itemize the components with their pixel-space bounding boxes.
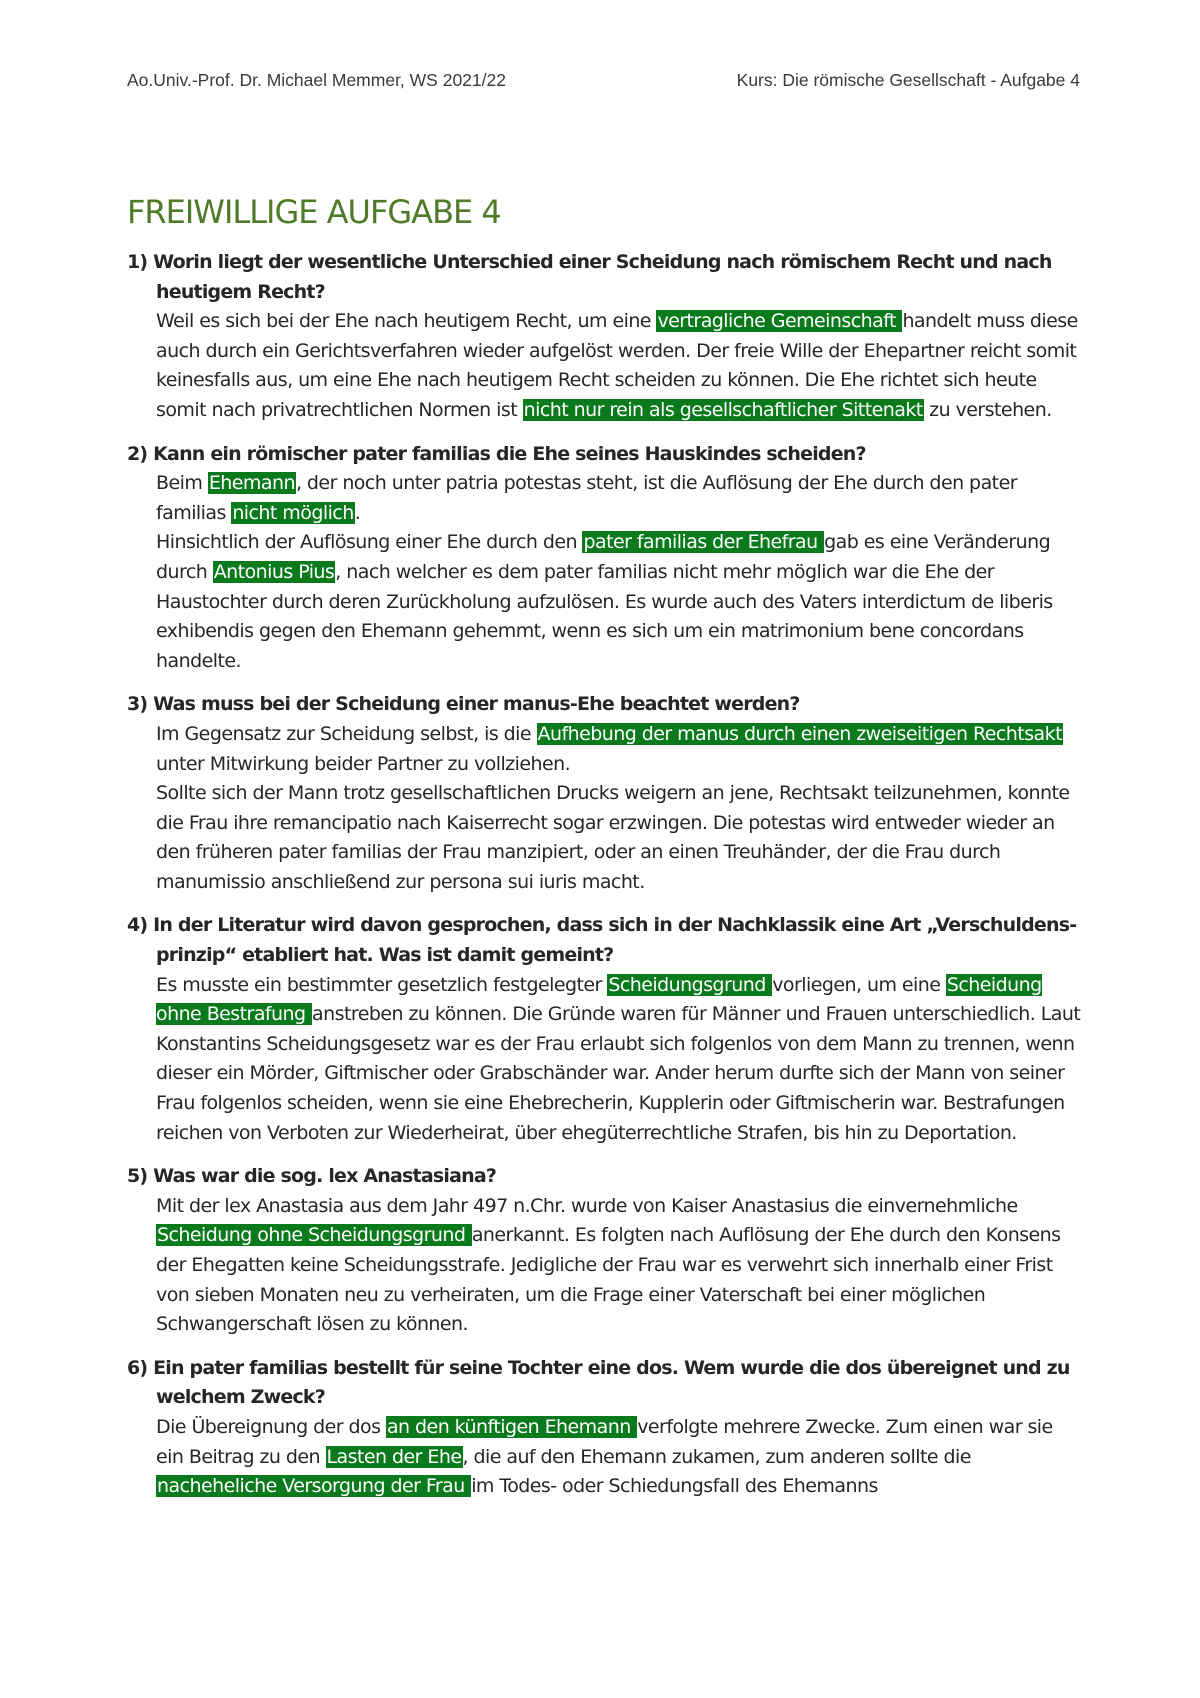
answer-segment: Die Übereignung der dos (156, 1415, 386, 1438)
highlighted-text: Ehemann (208, 472, 295, 495)
highlighted-text: nacheheliche Versorgung der Frau (157, 1475, 471, 1498)
question-heading: 1) Worin liegt der wesentliche Unterschied einer Scheidung nach römischem Recht und nach heutigem Recht? (127, 251, 1052, 303)
answer-segment: , die auf den Ehemann zukamen, zum anderen sollte die (462, 1445, 971, 1468)
answer-segment: unter Mitwirkung beider Partner zu vollziehen. (156, 752, 571, 775)
answer-text (127, 720, 1085, 898)
answer-segment: handelt muss diese auch durch ein Gerichtsverfahren wieder aufgelöst werden. Der freie Wille der Ehepartner reicht somit keinesfalls aus, um eine Ehe nach heutigem Recht scheiden zu können. Die Ehe richtet sich heute somit nach privatrechtlichen Normen ist (156, 310, 1078, 421)
answer-segment: anerkannt. Es folgten nach Auflösung der Ehe durch den Konsens der Ehegatten keine Scheidungsstrafe. Jedigliche der Frau war es verwehrt sich innerhalb einer Frist von sieben Monaten neu zu verheiraten, um die Frage einer Vaterschaft bei einer möglichen Schwangerschaft lösen zu können. (156, 1224, 1061, 1336)
answer-segment: . (354, 501, 361, 524)
answer-text (127, 971, 1085, 1149)
answer-segment: vorliegen, um eine (772, 973, 946, 996)
header-author: Ao.Univ.-Prof. Dr. Michael Memmer, WS 2021/22 (127, 70, 506, 90)
answer-segment: Weil es sich bei der Ehe nach heutigem Recht, um eine (156, 310, 657, 333)
question-heading: 6) Ein pater familias bestellt für seine Tochter eine dos. Wem wurde die dos übereignet und zu welchem Zweck? (127, 1356, 1070, 1409)
header-course: Kurs: Die römische Gesellschaft - Aufgabe 4 (736, 70, 1080, 90)
answer-segment: Beim (156, 472, 208, 495)
question-block (127, 911, 1085, 1148)
answer-segment: anstreben zu können. Die Gründe waren für Männer und Frauen unterschiedlich. Laut Konstantins Scheidungsgesetz war es der Frau erlaubt sich folgenlos von dem Mann zu trennen, wenn dieser ein Mörder, Giftmischer oder Grabschänder war. Ander herum durfte sich der Mann von seiner Frau folgenlos scheiden, wenn sie eine Ehebrecherin, Kupplerin oder Giftmischerin war. Bestrafungen reichen von Verboten zur Wiederheirat, über ehegüterrechtliche Strafen, bis hin zu Deportation. (156, 1003, 1081, 1144)
answer-segment: zu verstehen. (923, 398, 1052, 421)
question-block (127, 248, 1085, 426)
question-block (127, 690, 1085, 897)
question-heading: 4) In der Literatur wird davon gesprochen, dass sich in der Nachklassik eine Art „Verschuldens-prinzip“ etabliert hat. Was ist damit gemeint? (127, 914, 1077, 967)
answer-text (127, 1192, 1085, 1340)
highlighted-text: nicht nur rein als gesellschaftlicher Sittenakt (523, 398, 923, 421)
answer-segment: Hinsichtlich der Auflösung einer Ehe durch den (156, 531, 583, 554)
answer-segment: Im Gegensatz zur Scheidung selbst, is die (156, 722, 537, 745)
answer-text (127, 469, 1085, 676)
question-heading: 2) Kann ein römischer pater familias die Ehe seines Hauskindes scheiden? (127, 442, 866, 465)
answer-segment: Es musste ein bestimmter gesetzlich festgelegter (156, 973, 608, 996)
highlighted-text: Lasten der Ehe (326, 1445, 462, 1468)
answer-text (127, 307, 1085, 425)
question-block (127, 1354, 1085, 1502)
question-block (127, 1162, 1085, 1340)
highlighted-text: vertragliche Gemeinschaft (657, 310, 902, 333)
highlighted-text: nicht möglich (232, 501, 354, 524)
answer-segment: Sollte sich der Mann trotz gesellschaftlichen Drucks weigern an jene, Rechtsakt teilzunehmen, konnte die Frau ihre remancipatio nach Kaiserrecht sogar erzwingen. Die potestas wird entweder wieder an den früheren pater familias der Frau manzipiert, oder an einen Treuhänder, der die Frau durch manumissio anschließend zur persona sui iuris macht. (156, 782, 1070, 893)
answer-segment: verfolgte mehrere Zwecke. Zum einen war sie ein Beitrag zu den (156, 1415, 1053, 1468)
question-list (127, 248, 1085, 1516)
question-heading: 3) Was muss bei der Scheidung einer manus-Ehe beachtet werden? (127, 693, 800, 716)
answer-segment: Mit der lex Anastasia aus dem Jahr 497 n.Chr. wurde von Kaiser Anastasius die einvernehmliche (156, 1194, 1018, 1217)
question-block (127, 440, 1085, 677)
highlighted-text: pater familias der Ehefrau (583, 531, 824, 554)
answer-segment: im Todes- oder Schiedungsfall des Ehemanns (471, 1475, 878, 1498)
answer-segment: , nach welcher es dem pater familias nicht mehr möglich war die Ehe der Haustochter durch deren Zurückholung aufzulösen. Es wurde auch des Vaters interdictum de liberis exhibendis gegen den Ehemann gehemmt, wenn es sich um ein matrimonium bene concordans handelte. (156, 560, 1053, 672)
highlighted-text: Antonius Pius (213, 560, 335, 583)
highlighted-text: Scheidungsgrund (608, 973, 772, 996)
answer-text (127, 1413, 1085, 1502)
question-heading: 5) Was war die sog. lex Anastasiana? (127, 1165, 497, 1188)
page-title: FREIWILLIGE AUFGABE 4 (127, 193, 501, 231)
highlighted-text: Scheidung ohne Bestrafung (156, 973, 1042, 1026)
page-header (127, 70, 1080, 100)
highlighted-text: Aufhebung der manus durch einen zweiseitigen Rechtsakt (537, 722, 1062, 745)
answer-segment: gab es eine Veränderung durch (156, 531, 1051, 583)
highlighted-text: Scheidung ohne Scheidungsgrund (157, 1224, 471, 1247)
answer-segment: , der noch unter patria potestas steht, ist die Auflösung der Ehe durch den pater familias (156, 472, 1017, 524)
highlighted-text: an den künftigen Ehemann (386, 1415, 637, 1438)
